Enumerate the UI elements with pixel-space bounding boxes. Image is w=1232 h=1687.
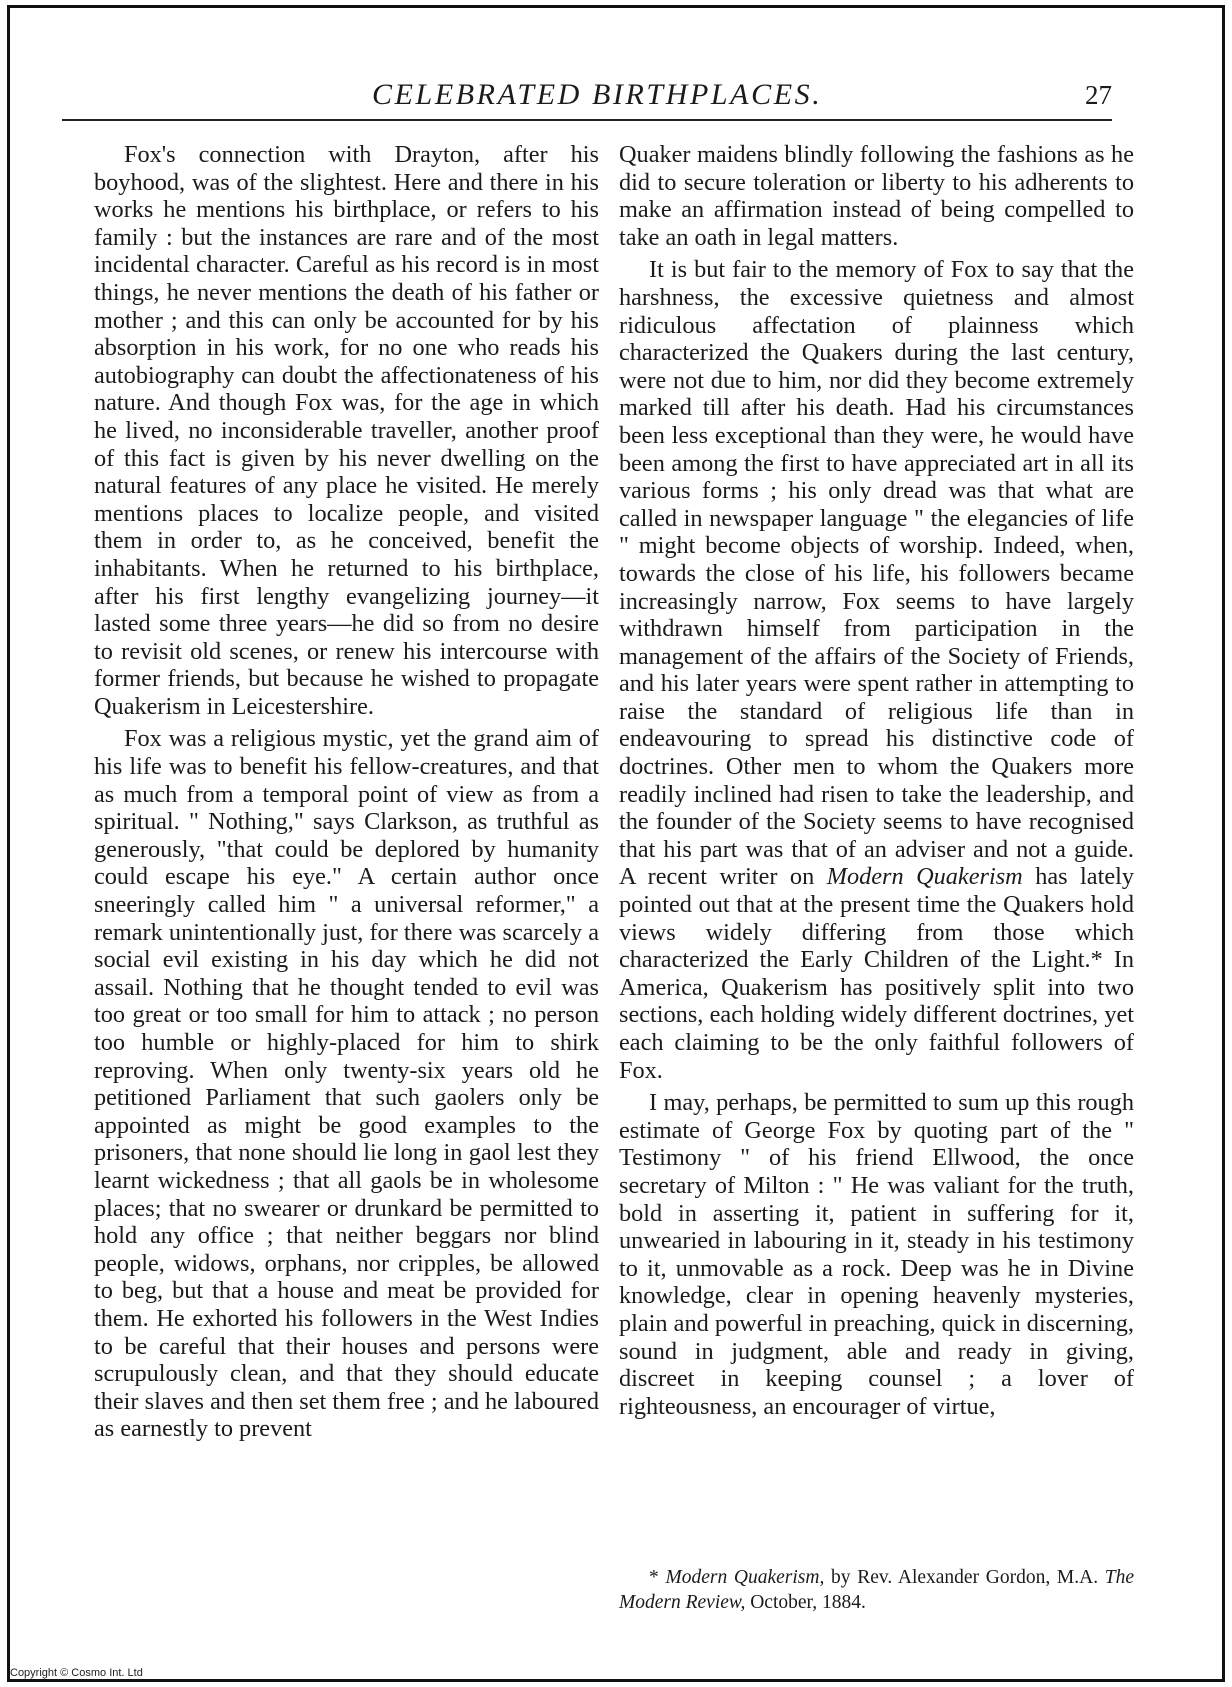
paragraph: I may, perhaps, be permitted to sum up this rough estimate of George Fox by quoting part of the " Testimony " of his friend Ellwood, the once secretary of Milton : " He was valiant for the truth, bold in asserting it, patient in suffering for it, unwearied in labouring in it, steady in his testimony to it, unmovable as a rock. Deep was he in Divine knowledge, clear in opening heavenly mysteries, plain and powerful in preaching, quick in discerning, sound in judgment, able and ready in giving, discreet in keeping counsel ; a lover of righteousness, an encourager of virtue, (619, 1089, 1134, 1420)
paragraph: Fox's connection with Drayton, after his boyhood, was of the slightest. Here and there in his works he mentions his birthplace, or refers to his family : but the instances are rare and of the most incidental character. Careful as his record is in most things, he never mentions the death of his father or mother ; and this can only be accounted for by his absorption in his work, for no one who reads his autobiography can doubt the affectionateness of his nature. And though Fox was, for the age in which he lived, no inconsiderable traveller, another proof of this fact is given by his never dwelling on the natural features of any place he visited. He merely mentions places to localize people, and visited them in order to, as he conceived, benefit the inhabitants. When he returned to his birthplace, after his first lengthy evangelizing journey—it lasted some three years—he did so from no desire to revisit old scenes, or renew his intercourse with former friends, but because he wished to propagate Quakerism in Leicestershire. (94, 141, 599, 720)
footnote-marker: * (649, 1567, 659, 1588)
paragraph-text: has lately pointed out that at the present time the Quakers hold views widely differing from those which characterized the Early Children of the Light.* In America, Quakerism has positively split into two sections, each holding widely different doctrines, yet each claiming to be the only faithful followers of Fox. (619, 863, 1135, 1084)
footnote-date: October, 1884. (750, 1592, 866, 1613)
paragraph (619, 256, 1134, 1084)
left-column (94, 141, 599, 1443)
page-header (62, 78, 1112, 118)
running-title: CELEBRATED BIRTHPLACES. (372, 78, 823, 111)
paragraph-continued: Quaker maidens blindly following the fashions as he did to secure toleration or liberty to his adherents to make an affirmation instead of being compelled to take an oath in legal matters. (619, 141, 1134, 251)
footnote-journal: The Modern Review, (619, 1567, 1135, 1613)
footnote-text: by Rev. Alexander Gordon, M.A. (831, 1567, 1099, 1588)
footnote (619, 1565, 1134, 1615)
header-rule (62, 119, 1112, 121)
paragraph-text: It is but fair to the memory of Fox to say that the harshness, the excessive quietness and almost ridiculous affectation of plainness which characterized the Quakers during the last century, were not due to him, nor did they become extremely marked till after his death. Had his circumstances been less exceptional than they were, he would have been among the first to have appreciated art in all its various forms ; his only dread was that what are called in newspaper language " the elegancies of life " might become objects of worship. Indeed, when, towards the close of his life, his followers became increasingly narrow, Fox seems to have largely withdrawn himself from participation in the management of the affairs of the Society of Friends, and his later years were spent rather in attempting to raise the standard of religious life than in endeavouring to spread his distinctive code of doctrines. Other men to whom the Quakers more readily inclined had risen to take the leadership, and the founder of the Society seems to have recognised that his part was that of an adviser and not a guide. A recent writer on (619, 256, 1134, 891)
copyright-notice: Copyright © Cosmo Int. Ltd (10, 1667, 143, 1679)
right-column (619, 141, 1134, 1420)
book-title: Modern Quakerism (826, 863, 1023, 891)
paragraph: Fox was a religious mystic, yet the grand aim of his life was to benefit his fellow-creatures, and that as much from a temporal point of view as from a spiritual. " Nothing," says Clarkson, as truthful as generously, "that could be deplored by humanity could escape his eye." A certain author once sneeringly called him " a universal reformer," a remark unintentionally just, for there was scarcely a social evil existing in his day which he did not assail. Nothing that he thought tended to evil was too great or too small for him to attack ; no person too humble or highly-placed for him to shirk reproving. When only twenty-six years old he petitioned Parliament that such gaolers only be appointed as might be good examples to the prisoners, that none should lie long in gaol lest they learnt wickedness ; that all gaols be in wholesome places; that no swearer or drunkard be permitted to hold any office ; that neither beggars nor blind people, widows, orphans, nor cripples, be allowed to beg, but that a house and meat be provided for them. He exhorted his followers in the West Indies to be careful that their houses and persons were scrupulously clean, and that they should educate their slaves and then set them free ; and he laboured as earnestly to prevent (94, 725, 599, 1443)
page-number: 27 (1085, 80, 1112, 110)
footnote-title: Modern Quakerism, (665, 1567, 825, 1588)
